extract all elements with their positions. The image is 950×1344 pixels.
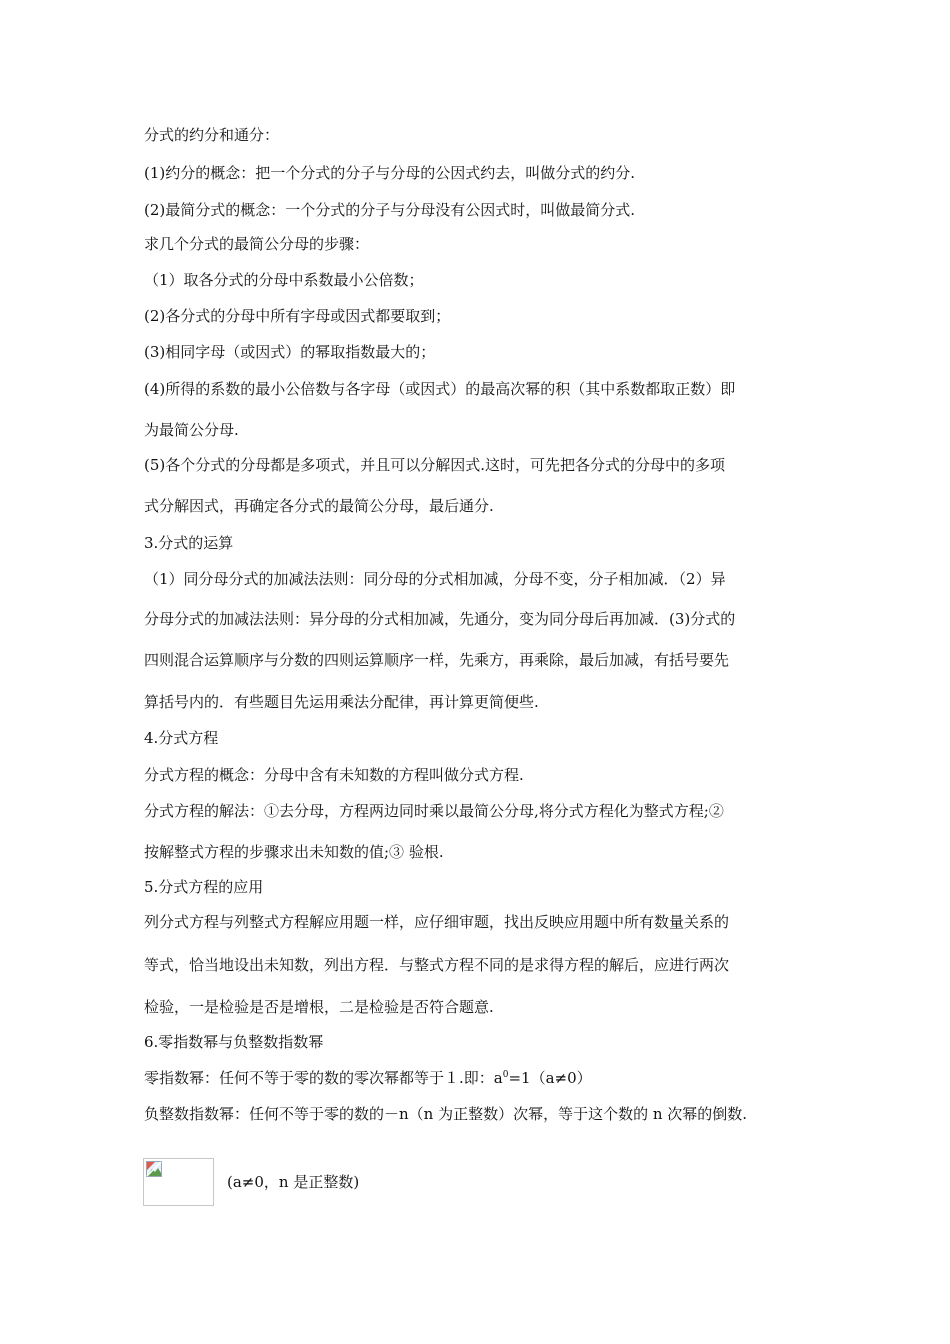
line-9: (5)各个分式的分母都是多项式，并且可以分解因式.这时，可先把各分式的分母中的多项 xyxy=(144,456,726,474)
zero-exponent-line xyxy=(144,1068,592,1088)
line-20: 5.分式方程的应用 xyxy=(144,878,264,896)
line-0: 分式的约分和通分： xyxy=(144,126,280,144)
line-14: 四则混合运算顺序与分数的四则运算顺序一样，先乘方，再乘除，最后加减，有括号要先 xyxy=(144,651,730,669)
negative-exponent-line: 负整数指数幂：任何不等于零的数的－n（n 为正整数）次幂，等于这个数的 n 次幂的倒数. xyxy=(144,1105,748,1123)
line-18: 分式方程的解法：①去分母，方程两边同时乘以最简公分母,将分式方程化为整式方程;② xyxy=(144,802,724,820)
line-3: 求几个分式的最简公分母的步骤： xyxy=(144,235,370,253)
line-22: 等式，恰当地设出未知数，列出方程．与整式方程不同的是求得方程的解后，应进行两次 xyxy=(144,956,730,974)
zero-exponent-suffix: =1（a≠0） xyxy=(508,1069,592,1087)
line-24: 6.零指数幂与负整数指数幂 xyxy=(144,1033,324,1051)
line-5: (2)各分式的分母中所有字母或因式都要取到； xyxy=(144,307,451,325)
line-23: 检验，一是检验是否是增根，二是检验是否符合题意. xyxy=(144,998,494,1016)
line-19: 按解整式方程的步骤求出未知数的值;③ 验根. xyxy=(144,843,444,861)
line-21: 列分式方程与列整式方程解应用题一样，应仔细审题，找出反映应用题中所有数量关系的 xyxy=(144,913,730,931)
line-6: (3)相同字母（或因式）的幂取指数最大的； xyxy=(144,343,436,361)
line-12: （1）同分母分式的加减法法则：同分母的分式相加减，分母不变，分子相加减．（2）异 xyxy=(144,570,726,588)
zero-exponent-prefix: 零指数幂：任何不等于零的数的零次幂都等于１.即：a xyxy=(144,1069,503,1087)
line-7: (4)所得的系数的最小公倍数与各字母（或因式）的最高次幂的积（其中系数都取正数）即 xyxy=(144,380,736,398)
line-13: 分母分式的加减法法则：异分母的分式相加减，先通分，变为同分母后再加减．(3)分式的 xyxy=(144,610,736,628)
formula-caption: (a≠0，n 是正整数) xyxy=(227,1173,360,1191)
line-17: 分式方程的概念：分母中含有未知数的方程叫做分式方程. xyxy=(144,766,524,784)
zero-exponent-superscript: 0 xyxy=(502,1070,509,1080)
line-16: 4.分式方程 xyxy=(144,729,219,747)
broken-image-icon xyxy=(146,1161,162,1177)
line-10: 式分解因式，再确定各分式的最简公分母，最后通分. xyxy=(144,497,494,515)
line-4: （1）取各分式的分母中系数最小公倍数； xyxy=(144,271,424,289)
line-2: (2)最简分式的概念：一个分式的分子与分母没有公因式时，叫做最简分式. xyxy=(144,201,636,219)
line-8: 为最简公分母. xyxy=(144,421,239,439)
line-11: 3.分式的运算 xyxy=(144,534,234,552)
line-15: 算括号内的．有些题目先运用乘法分配律，再计算更简便些. xyxy=(144,693,539,711)
formula-image-placeholder xyxy=(143,1158,214,1206)
line-1: (1)约分的概念：把一个分式的分子与分母的公因式约去，叫做分式的约分. xyxy=(144,164,636,182)
